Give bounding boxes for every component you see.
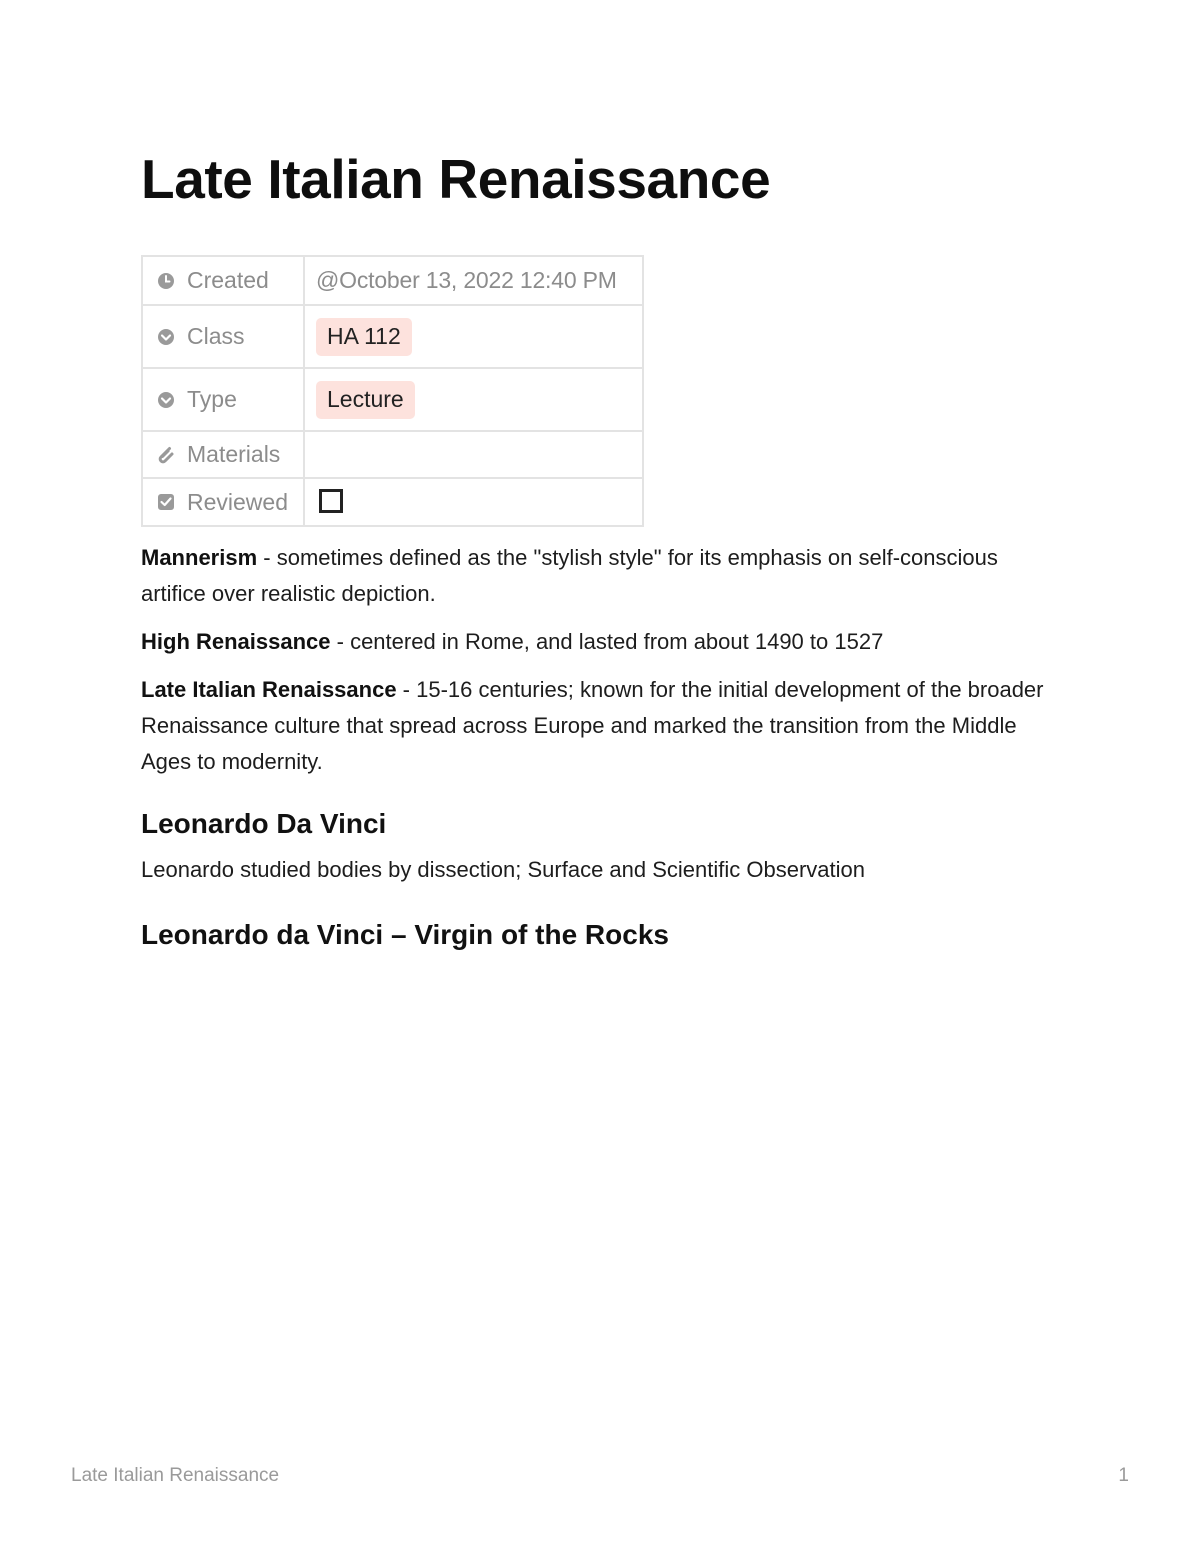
footer-page-number: 1 (1118, 1465, 1129, 1486)
select-icon (156, 327, 176, 347)
section-heading-virgin-of-the-rocks: Leonardo da Vinci – Virgin of the Rocks (141, 919, 669, 950)
property-label: Materials (187, 441, 281, 467)
definition-text: - centered in Rome, and lasted from about 1490 to 1527 (330, 629, 884, 654)
section-heading-leonardo: Leonardo Da Vinci (141, 808, 387, 839)
definition-mannerism (141, 540, 1061, 612)
property-label: Class (187, 323, 245, 349)
definition-text: - 15-16 centuries; known for the initial development of the broader Renaissance culture that spread across Europe and marked the transition from the Middle Ages to modernity. (141, 677, 1044, 774)
reviewed-checkbox[interactable] (319, 489, 343, 513)
definitions (141, 540, 1061, 792)
definition-high-renaissance (141, 624, 1061, 660)
paperclip-icon (156, 445, 176, 465)
property-row-materials (142, 431, 643, 478)
definition-text: - sometimes defined as the "stylish style" for its emphasis on self-conscious artifice over realistic depiction. (141, 545, 998, 606)
property-row-type (142, 368, 643, 431)
property-key-created (142, 256, 304, 305)
property-value-reviewed (304, 478, 643, 526)
type-tag[interactable]: Lecture (316, 381, 415, 419)
select-icon (156, 390, 176, 410)
property-label: Reviewed (187, 488, 288, 515)
property-row-created (142, 256, 643, 305)
checkbox-icon (156, 492, 176, 512)
property-key-class (142, 305, 304, 368)
footer-title: Late Italian Renaissance (71, 1465, 280, 1486)
properties-table (141, 255, 644, 527)
created-date: @October 13, 2022 12:40 PM (316, 267, 617, 293)
property-key-materials (142, 431, 304, 478)
property-label: Type (187, 386, 237, 412)
property-row-reviewed (142, 478, 643, 526)
property-value-type[interactable] (304, 368, 643, 431)
definition-term: High Renaissance (141, 629, 331, 654)
property-key-type (142, 368, 304, 431)
property-value-created[interactable] (304, 256, 643, 305)
property-value-materials[interactable] (304, 431, 643, 478)
definition-term: Mannerism (141, 545, 258, 570)
class-tag[interactable]: HA 112 (316, 318, 412, 356)
page-title: Late Italian Renaissance (141, 148, 771, 210)
clock-icon (156, 271, 176, 291)
property-key-reviewed (142, 478, 304, 526)
definition-late-italian-renaissance (141, 672, 1061, 780)
definition-term: Late Italian Renaissance (141, 677, 397, 702)
section-text-leonardo: Leonardo studied bodies by dissection; Surface and Scientific Observation (141, 857, 865, 882)
property-value-class[interactable] (304, 305, 643, 368)
property-row-class (142, 305, 643, 368)
property-label: Created (187, 267, 269, 293)
